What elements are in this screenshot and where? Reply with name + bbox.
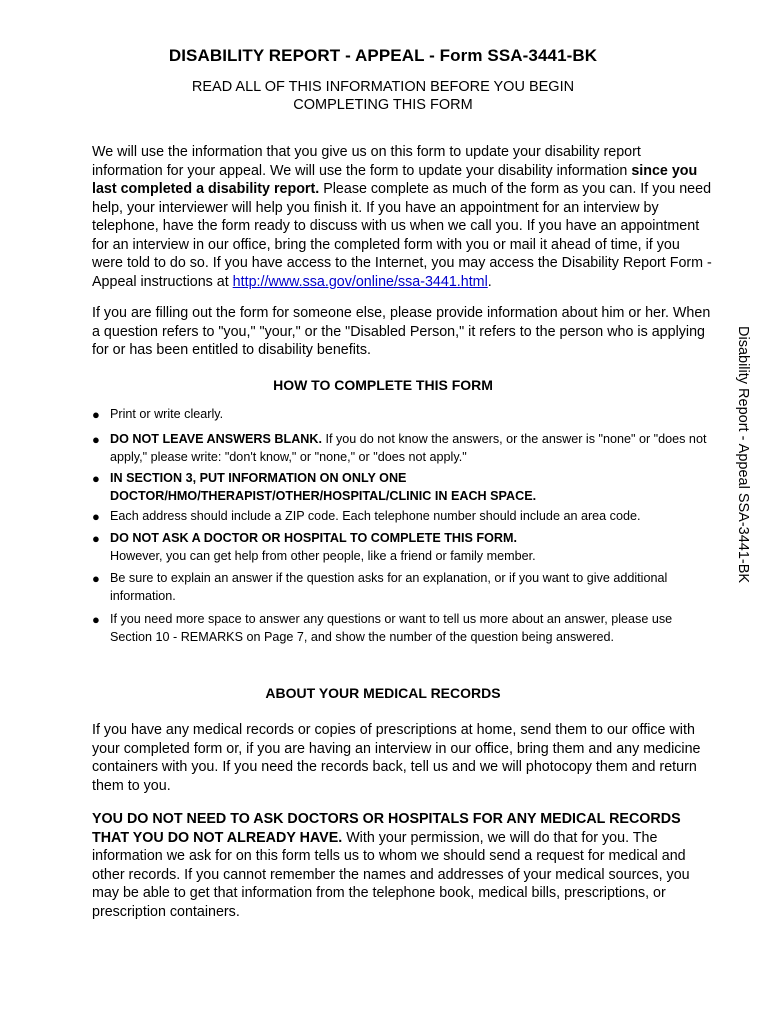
list-item: ● DO NOT ASK A DOCTOR OR HOSPITAL TO COMPLETE THIS FORM. However, you can get help from other people, like a friend or family member.: [92, 531, 536, 563]
side-label: [733, 326, 751, 616]
bullet-icon: ●: [92, 509, 100, 524]
final-bold-text: YOU DO NOT NEED TO ASK DOCTORS OR HOSPITALS FOR ANY MEDICAL RECORDS THAT YOU DO NOT ALREADY HAVE.: [92, 811, 681, 846]
intro-text-end: .: [487, 273, 492, 290]
final-paragraph: [92, 810, 714, 921]
list-item: ● Print or write clearly.: [92, 407, 224, 422]
intro-text-1: We will use the information that you give us on this form to update your disability report information for your appeal. We will use the form to update your disability information: [92, 144, 641, 179]
instructions-link[interactable]: http://www.ssa.gov/online/ssa-3441.html: [232, 273, 488, 290]
someone-else-paragraph: If you are filling out the form for someone else, please provide information about him or her. When a question refers to "you," "your," or the "Disabled Person," it refers to the person who is applying for or has been entitled to disability benefits.: [92, 305, 711, 358]
bullet-icon: ●: [92, 432, 100, 447]
bullet-icon: ●: [92, 531, 100, 546]
intro-paragraph: [92, 143, 714, 291]
final-text: With your permission, we will do that for you. The information we ask for on this form tells us to whom we should send a request for medical and other records. If you cannot remember the names and addresses of your medical sources, you may be able to get that information from the telephone book, medical bills, prescriptions, or prescription containers.: [92, 829, 690, 920]
list-item: ● If you need more space to answer any questions or want to tell us more about an answer, please use Section 10 - REMARKS on Page 7, and show the number of the question being answered.: [92, 612, 673, 644]
form-title: DISABILITY REPORT - APPEAL - Form SSA-3441-BK: [168, 46, 598, 65]
subtitle-line-2: COMPLETING THIS FORM: [293, 97, 473, 113]
intro-bold-text: since you last completed a disability report.: [92, 162, 698, 197]
subtitle-line-1: READ ALL OF THIS INFORMATION BEFORE YOU BEGIN: [191, 79, 575, 95]
side-label-text: Disability Report - Appeal SSA-3441-BK: [735, 326, 751, 584]
bullet-icon: ●: [92, 612, 100, 627]
list-item: ● Each address should include a ZIP code. Each telephone number should include an area code.: [92, 509, 641, 524]
how-to-heading: HOW TO COMPLETE THIS FORM: [273, 377, 493, 393]
list-item: ● IN SECTION 3, PUT INFORMATION ON ONLY ONE DOCTOR/HMO/THERAPIST/OTHER/HOSPITAL/CLINIC IN EACH SPACE.: [92, 471, 537, 503]
medical-records-paragraph: If you have any medical records or copies of prescriptions at home, send them to our office with your completed form or, if you are having an interview in our office, bring them and any medicine containers with you. If you need the records back, tell us and we will photocopy them and return them to you.: [92, 722, 701, 794]
bullet-icon: ●: [92, 471, 100, 486]
medical-records-heading: ABOUT YOUR MEDICAL RECORDS: [265, 685, 501, 701]
intro-text-2: Please complete as much of the form as you can. If you need help, your interviewer will help you finish it. If you have an appointment for an interview by telephone, have the form ready to discuss with us when we call you. If you have an appointment for an interview in our office, bring the completed form with you or mail it ahead of time, if you were told to do so. If you have access to the Internet, you may access the Disability Report Form - Appeal instructions at: [92, 181, 712, 290]
form-subtitle: [92, 78, 674, 114]
list-item: ● DO NOT LEAVE ANSWERS BLANK. If you do not know the answers, or the answer is "none" or "does not apply," please write: "don't know," or "none," or "does not apply.": [92, 432, 707, 464]
bullet-icon: ●: [92, 407, 100, 422]
bullet-icon: ●: [92, 571, 100, 586]
list-item: ● Be sure to explain an answer if the question asks for an explanation, or if you want to give additional information.: [92, 571, 668, 603]
